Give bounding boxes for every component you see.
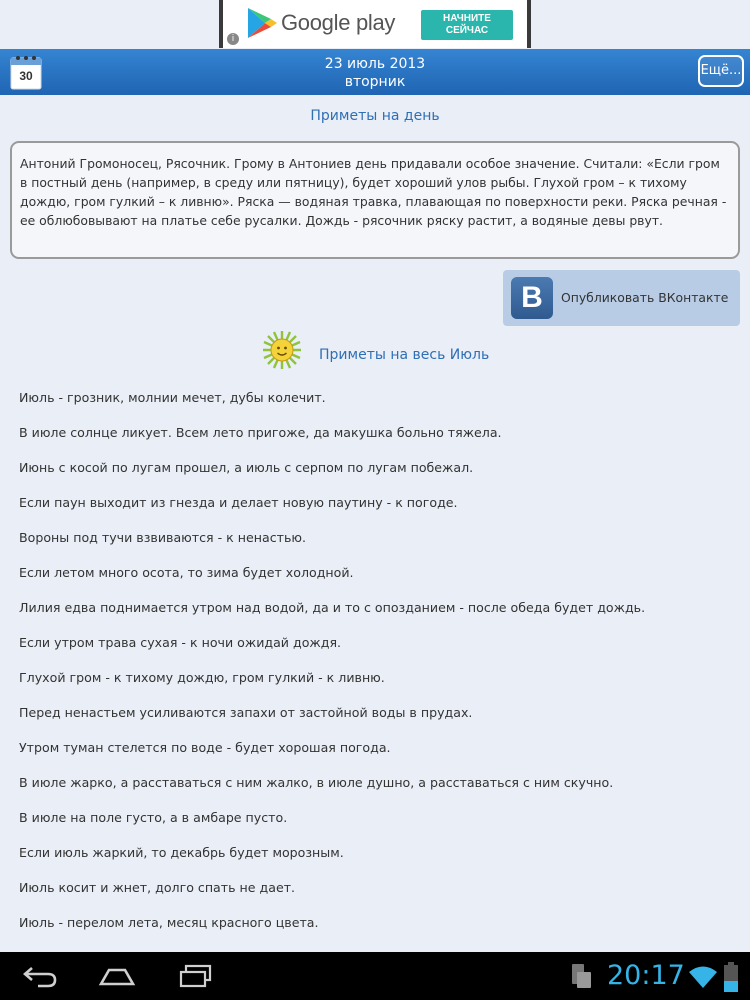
app-header <box>0 49 750 95</box>
list-item: Июль косит и жнет, долго спать не дает. <box>19 880 296 895</box>
calendar-icon-number: 30 <box>19 69 33 83</box>
recent-apps-icon[interactable] <box>176 962 216 990</box>
list-item: Июнь с косой по лугам прошел, а июль с серпом по лугам побежал. <box>19 460 474 475</box>
month-omens-title: Приметы на весь Июль <box>319 347 490 363</box>
google-play-ad[interactable] <box>219 0 531 48</box>
sun-icon <box>262 330 302 370</box>
list-item: Утром туман стелется по воде - будет хорошая погода. <box>19 740 391 755</box>
list-item: Лилия едва поднимается утром над водой, да и то с опозданием - после обеда будет дождь. <box>19 600 646 615</box>
ad-strip <box>0 0 750 48</box>
list-item: В июле на поле густо, а в амбаре пусто. <box>19 810 288 825</box>
google-play-text: Google play <box>281 10 396 35</box>
google-play-logo-icon <box>245 6 279 40</box>
more-button[interactable]: Ещё... <box>698 55 744 87</box>
vk-share-label: Опубликовать ВКонтакте <box>561 290 729 305</box>
vk-logo-icon: B <box>511 277 553 319</box>
battery-icon <box>722 961 740 993</box>
list-item: Вороны под тучи взвиваются - к ненастью. <box>19 530 306 545</box>
list-item: Если утром трава сухая - к ночи ожидай дождя. <box>19 635 342 650</box>
month-omens-list <box>19 389 645 949</box>
list-item: Если июль жаркий, то декабрь будет морозным. <box>19 845 344 860</box>
list-item: Июль - грозник, молнии мечет, дубы колечит. <box>19 390 326 405</box>
system-navigation-bar <box>0 952 750 1000</box>
list-item: Если паун выходит из гнезда и делает новую паутину - к погоде. <box>19 495 458 510</box>
notification-icon[interactable] <box>568 962 594 990</box>
list-item: Если летом много осота, то зима будет холодной. <box>19 565 354 580</box>
ad-cta-button[interactable]: НАЧНИТЕ СЕЙЧАС <box>421 10 513 40</box>
day-omen-text: Антоний Громоносец, Рясочник. Грому в Антониев день придавали особое значение. Считали: «Если гром в постный день (например, в среду или пятницу), будет хороший улов рыбы. Глухой гром – к тихому дождю, гром гулкий – к ливню». Ряска — водяная травка, плавающая по поверхности реки. Ряска речная - ее облюбовывают на платье себе русалки. Дождь - рясочник ряску растит, а водяные девы рвут. <box>10 141 740 259</box>
wifi-icon <box>688 964 718 990</box>
header-date: 23 июль 2013 <box>324 56 426 72</box>
back-icon[interactable] <box>20 962 60 990</box>
status-clock: 20:17 <box>607 960 685 991</box>
list-item: Глухой гром - к тихому дождю, гром гулкий - к ливню. <box>19 670 385 685</box>
ad-info-icon[interactable]: i <box>227 33 239 45</box>
list-item: В июле жарко, а расставаться с ним жалко, в июле душно, а расставаться с ним скучно. <box>19 775 614 790</box>
home-icon[interactable] <box>97 962 137 990</box>
list-item: В июле солнце ликует. Всем лето пригоже, да макушка больно тяжела. <box>19 425 502 440</box>
day-omens-title: Приметы на день <box>310 108 440 124</box>
header-weekday: вторник <box>344 74 406 90</box>
vk-share-button[interactable] <box>503 270 740 326</box>
list-item: Перед ненастьем усиливаются запахи от застойной воды в прудах. <box>19 705 473 720</box>
list-item: Июль - перелом лета, месяц красного цвета. <box>19 915 319 930</box>
